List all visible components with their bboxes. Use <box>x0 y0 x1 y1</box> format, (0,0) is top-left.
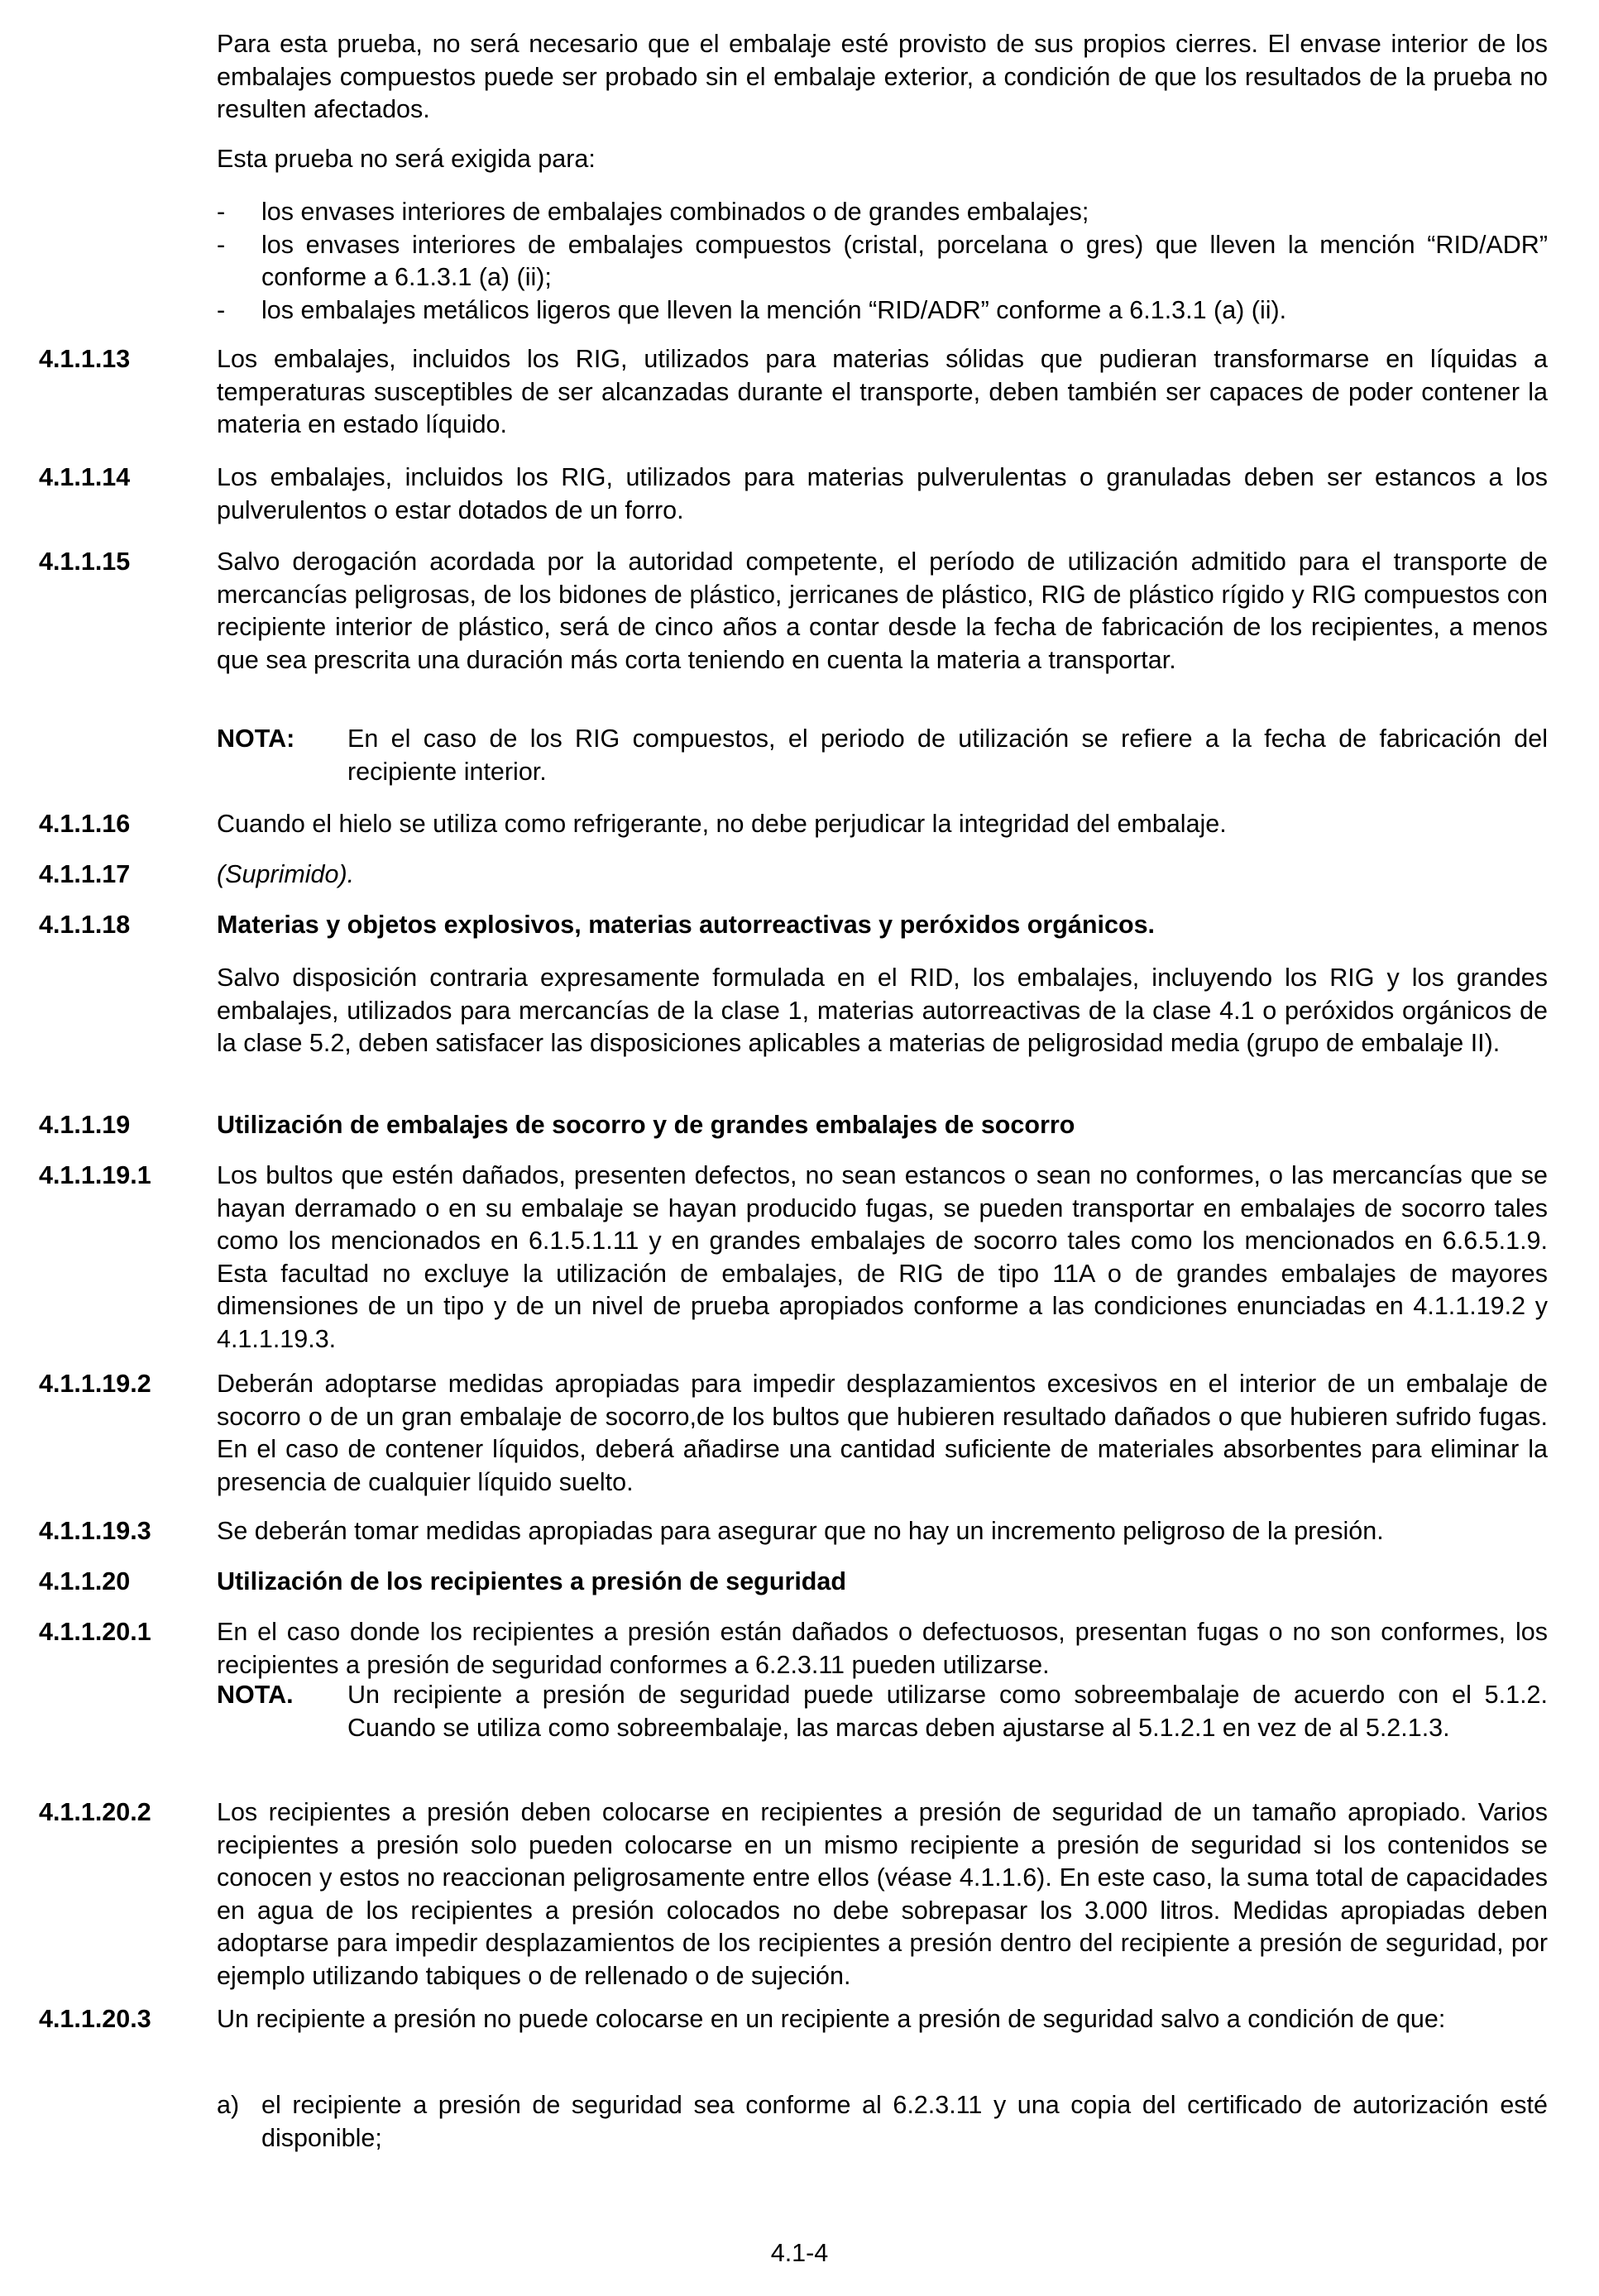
section-4-1-1-19-3 <box>39 1515 1548 1548</box>
section-4-1-1-20-2 <box>39 1796 1548 1992</box>
list-item <box>217 196 1548 229</box>
section-paragraph: Salvo disposición contraria expresamente formulada en el RID, los embalajes, incluyendo los RIG y los grandes embalajes, utilizados para mercancías de la clase 1, materias autorreactivas de la clase 4.1 o peróxidos orgánicos de la clase 5.2, deben satisfacer las disposiciones aplicables a materias de peligrosidad media (grupo de embalaje II). <box>217 964 1548 1057</box>
section-text: Los bultos que estén dañados, presenten defectos, no sean estancos o sean no conformes, o las mercancías que se hayan derramado o en su embalaje se hayan producido fugas, se pueden transportar en embalajes de socorro tales como los mencionados en 6.1.5.1.11 y en grandes embalajes de socorro tales como los mencionados en 6.6.5.1.9. Esta facultad no excluye la utilización de embalajes, de RIG de tipo 11A o de grandes embalajes de mayores dimensiones de un tipo y de un nivel de prueba apropiados conforme a las condiciones enunciadas en 4.1.1.19.2 y 4.1.1.19.3. <box>217 1161 1548 1353</box>
page-number: 4.1-4 <box>770 2239 829 2267</box>
list-item <box>217 2089 1548 2155</box>
bullet-marker: - <box>217 295 226 324</box>
section-4-1-1-20-3 <box>39 2003 1548 2036</box>
bullet-marker: - <box>217 230 226 259</box>
list-item <box>217 294 1548 328</box>
section-number: 4.1.1.19 <box>39 1111 131 1139</box>
note <box>217 723 1548 788</box>
list-item <box>217 229 1548 294</box>
section-number: 4.1.1.18 <box>39 911 131 939</box>
note-text: Un recipiente a presión de seguridad puede utilizarse como sobreembalaje de acuerdo con el 5.1.2. Cuando se utiliza como sobreembalaje, las marcas deben ajustarse al 5.1.2.1 en vez de al 5.2.1.3. <box>347 1681 1548 1742</box>
section-text: Se deberán tomar medidas apropiadas para asegurar que no hay un incremento peligroso de la presión. <box>217 1517 1384 1545</box>
note-text: En el caso de los RIG compuestos, el periodo de utilización se refiere a la fecha de fabricación del recipiente interior. <box>347 725 1548 786</box>
section-text: Salvo derogación acordada por la autoridad competente, el período de utilización admitido para el transporte de mercancías peligrosas, de los bidones de plástico, jerricanes de plástico, RIG de plástico rígido y RIG compuestos con recipiente interior de plástico, será de cinco años a contar desde la fecha de fabricación de los recipientes, a menos que sea prescrita una duración más corta teniendo en cuenta la materia a transportar. <box>217 548 1548 674</box>
section-heading: Materias y objetos explosivos, materias autorreactivas y peróxidos orgánicos. <box>217 911 1156 939</box>
section-number: 4.1.1.14 <box>39 463 131 491</box>
section-heading: Utilización de los recipientes a presión de seguridad <box>217 1567 847 1595</box>
bullet-marker: - <box>217 198 226 226</box>
section-4-1-1-18 <box>39 909 1548 942</box>
section-text: Los embalajes, incluidos los RIG, utilizados para materias sólidas que pudieran transformarse en líquidas a temperaturas susceptibles de ser alcanzadas durante el transporte, deben también ser capaces de poder contener la materia en estado líquido. <box>217 345 1548 438</box>
section-text: Cuando el hielo se utiliza como refrigerante, no debe perjudicar la integridad del embalaje. <box>217 810 1227 838</box>
section-number: 4.1.1.13 <box>39 345 131 373</box>
note-label: NOTA: <box>217 725 295 753</box>
section-4-1-1-19 <box>39 1109 1548 1142</box>
section-number: 4.1.1.20.2 <box>39 1798 151 1826</box>
note <box>217 1679 1548 1744</box>
section-number: 4.1.1.15 <box>39 548 131 576</box>
list-item-text: los envases interiores de embalajes combinados o de grandes embalajes; <box>261 198 1089 226</box>
section-number: 4.1.1.20 <box>39 1567 131 1595</box>
section-text: (Suprimido). <box>217 860 355 888</box>
intro-paragraph: Para esta prueba, no será necesario que el embalaje esté provisto de sus propios cierres. El envase interior de los embalajes compuestos puede ser probado sin el embalaje exterior, a condición de que los resultados de la prueba no resulten afectados. <box>217 30 1548 123</box>
section-number: 4.1.1.19.1 <box>39 1161 151 1189</box>
list-item-text: los embalajes metálicos ligeros que lleven la mención “RID/ADR” conforme a 6.1.3.1 (a) (ii). <box>261 295 1287 324</box>
section-text: En el caso donde los recipientes a presión están dañados o defectuosos, presentan fugas o no son conformes, los recipientes a presión de seguridad conformes a 6.2.3.11 pueden utilizarse. <box>217 1618 1548 1679</box>
section-4-1-1-19-2 <box>39 1368 1548 1499</box>
list-item-text: el recipiente a presión de seguridad sea conforme al 6.2.3.11 y una copia del certificado de autorización esté disponible; <box>261 2091 1548 2152</box>
section-number: 4.1.1.20.3 <box>39 2005 151 2033</box>
section-number: 4.1.1.19.3 <box>39 1517 151 1545</box>
section-text: Los recipientes a presión deben colocarse en recipientes a presión de seguridad de un tamaño apropiado. Varios recipientes a presión solo pueden colocarse en un mismo recipiente a presión de seguridad si los contenidos se conocen y estos no reaccionan peligrosamente entre ellos (véase 4.1.1.6). En este caso, la suma total de capacidades en agua de los recipientes a presión colocados no debe sobrepasar los 3.000 litros. Medidas apropiadas deben adoptarse para impedir desplazamientos de los recipientes a presión dentro del recipiente a presión de seguridad, por ejemplo utilizando tabiques o de rellenado o de sujeción. <box>217 1798 1548 1990</box>
section-text: Los embalajes, incluidos los RIG, utilizados para materias pulverulentas o granuladas deben ser estancos a los pulverulentos o estar dotados de un forro. <box>217 463 1548 524</box>
note-label: NOTA. <box>217 1681 294 1709</box>
section-text: Deberán adoptarse medidas apropiadas para impedir desplazamientos excesivos en el interior de un embalaje de socorro o de un gran embalaje de socorro,de los bultos que hubieren resultado dañados o que hubieren sufrido fugas. En el caso de contener líquidos, deberá añadirse una cantidad suficiente de materiales absorbentes para eliminar la presencia de cualquier líquido suelto. <box>217 1370 1548 1496</box>
section-text: Un recipiente a presión no puede colocarse en un recipiente a presión de seguridad salvo a condición de que: <box>217 2005 1446 2033</box>
section-number: 4.1.1.16 <box>39 810 131 838</box>
section-4-1-1-20-1 <box>39 1616 1548 1681</box>
section-number: 4.1.1.19.2 <box>39 1370 151 1398</box>
list-letter: a) <box>217 2091 240 2119</box>
section-4-1-1-17 <box>39 859 1548 892</box>
list-item-text: los envases interiores de embalajes compuestos (cristal, porcelana o gres) que lleven la mención “RID/ADR” conforme a 6.1.3.1 (a) (ii); <box>261 230 1548 291</box>
section-number: 4.1.1.20.1 <box>39 1618 151 1646</box>
section-4-1-1-13 <box>39 343 1548 442</box>
section-4-1-1-19-1 <box>39 1160 1548 1356</box>
section-4-1-1-14 <box>39 462 1548 527</box>
section-number: 4.1.1.17 <box>39 860 131 888</box>
intro-paragraph: Esta prueba no será exigida para: <box>217 145 596 173</box>
section-4-1-1-15 <box>39 546 1548 677</box>
lettered-list <box>217 2089 1548 2155</box>
section-heading: Utilización de embalajes de socorro y de grandes embalajes de socorro <box>217 1111 1075 1139</box>
section-4-1-1-20 <box>39 1566 1548 1599</box>
section-4-1-1-16 <box>39 808 1548 841</box>
bullet-list <box>217 196 1548 327</box>
